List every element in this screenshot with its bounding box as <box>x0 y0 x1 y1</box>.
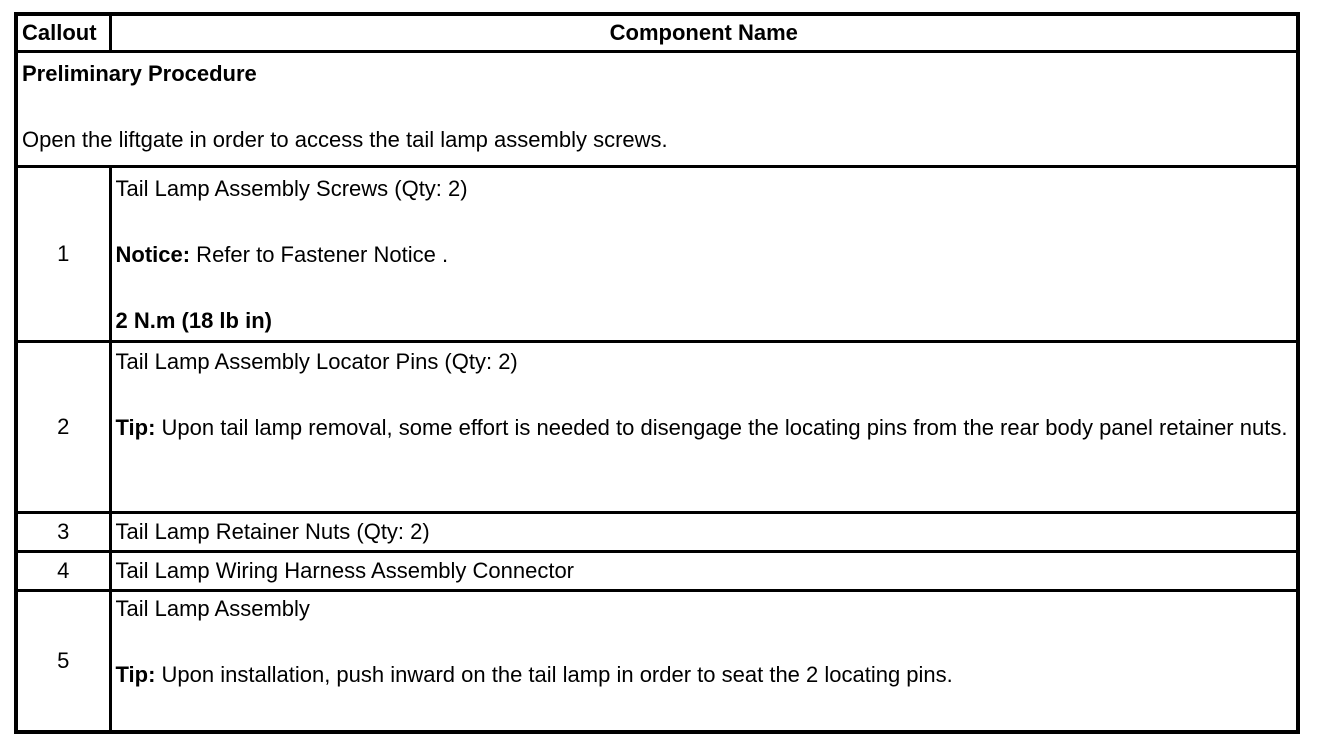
preliminary-cell <box>16 52 1298 167</box>
component-name: Tail Lamp Assembly <box>115 596 310 621</box>
component-name-header: Component Name <box>110 14 1298 52</box>
callout-number: 1 <box>16 167 110 342</box>
torque-spec: 2 N.m (18 lb in) <box>115 308 272 333</box>
callout-number: 4 <box>16 552 110 591</box>
table-row <box>16 513 1298 552</box>
component-name: Tail Lamp Assembly Locator Pins (Qty: 2) <box>115 349 518 374</box>
table-row <box>16 552 1298 591</box>
component-cell <box>110 167 1298 342</box>
component-name: Tail Lamp Retainer Nuts (Qty: 2) <box>110 513 1298 552</box>
callout-header: Callout <box>16 14 110 52</box>
preliminary-title: Preliminary Procedure <box>22 61 257 86</box>
tip-text: Upon installation, push inward on the tail lamp in order to seat the 2 locating pins. <box>155 662 953 687</box>
preliminary-text: Open the liftgate in order to access the tail lamp assembly screws. <box>22 127 668 152</box>
callout-number: 5 <box>16 591 110 733</box>
component-name: Tail Lamp Assembly Screws (Qty: 2) <box>115 176 468 201</box>
tip-text: Upon tail lamp removal, some effort is needed to disengage the locating pins from the rear body panel retainer nuts. <box>155 415 1288 440</box>
callout-number: 3 <box>16 513 110 552</box>
tip-label: Tip: <box>115 415 156 440</box>
notice-text: Refer to Fastener Notice . <box>190 242 449 267</box>
table-row <box>16 342 1298 513</box>
preliminary-row <box>16 52 1298 167</box>
component-cell <box>110 591 1298 733</box>
tip-label: Tip: <box>115 662 156 687</box>
tip <box>116 415 1293 441</box>
table-header-row <box>16 14 1298 52</box>
table-row <box>16 591 1298 733</box>
component-table <box>14 12 1300 734</box>
notice-label: Notice: <box>115 242 191 267</box>
component-name: Tail Lamp Wiring Harness Assembly Connector <box>110 552 1298 591</box>
callout-number: 2 <box>16 342 110 513</box>
notice <box>116 242 1293 268</box>
table-row <box>16 167 1298 342</box>
tip <box>116 662 1293 688</box>
component-cell <box>110 342 1298 513</box>
